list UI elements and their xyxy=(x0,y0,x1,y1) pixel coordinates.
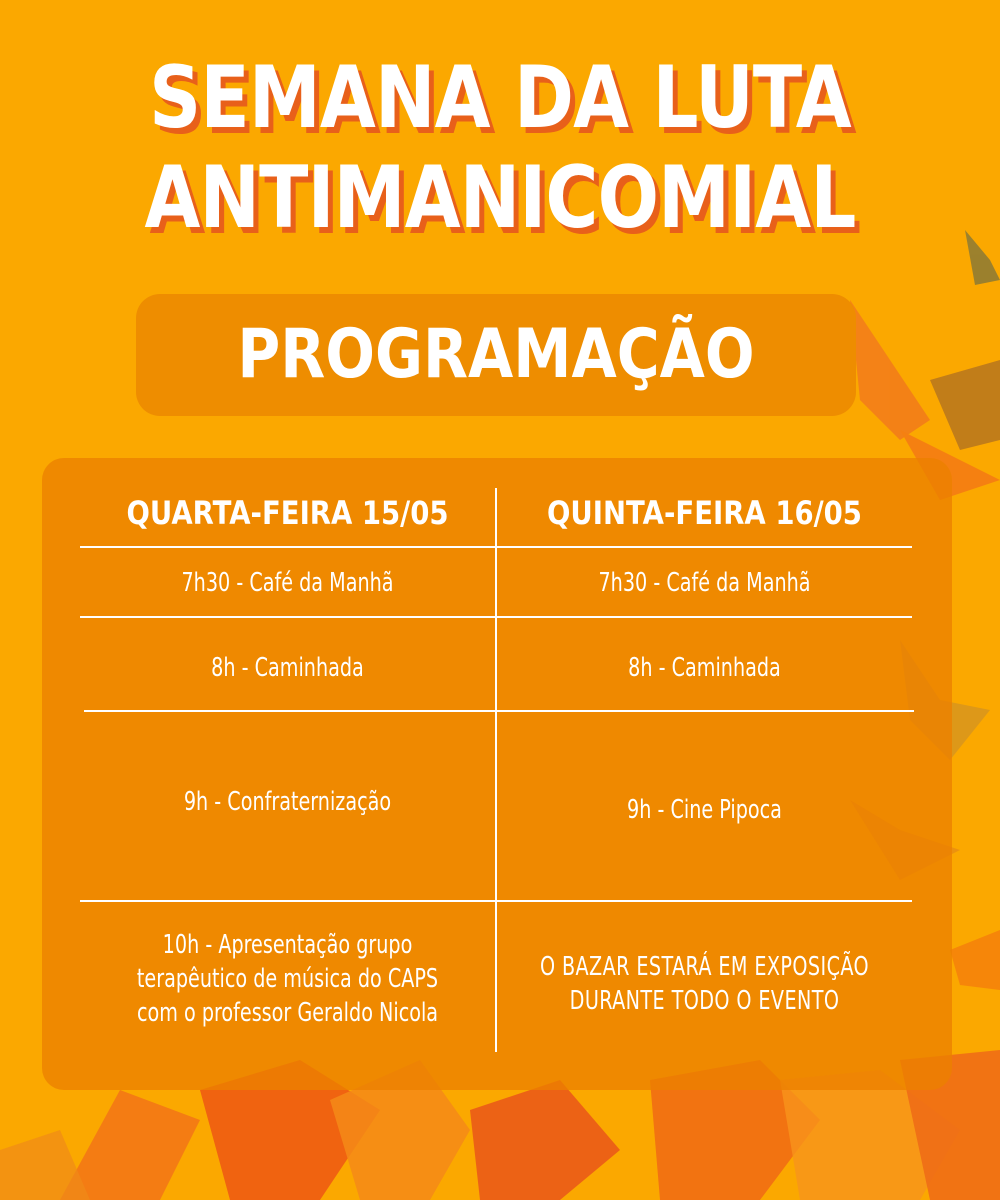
column-header-quinta: QUINTA-FEIRA 16/05 xyxy=(547,494,862,532)
programacao-banner xyxy=(136,294,856,416)
programacao-title: PROGRAMAÇÃO xyxy=(237,315,755,394)
schedule-cell-line: O BAZAR ESTARÁ EM EXPOSIÇÃO xyxy=(539,952,870,982)
schedule-cell: 7h30 - Café da Manhã xyxy=(181,568,394,598)
column-header-quarta: QUARTA-FEIRA 15/05 xyxy=(126,494,449,532)
row-divider xyxy=(84,710,914,712)
schedule-cell-multiline xyxy=(526,950,883,1018)
schedule-cell-line: com o professor Geraldo Nicola xyxy=(136,998,439,1028)
schedule-cell-line: 10h - Apresentação grupo xyxy=(162,930,413,960)
schedule-cell: 7h30 - Café da Manhã xyxy=(598,568,811,598)
schedule-cell-multiline xyxy=(101,928,474,1030)
row-divider xyxy=(80,616,912,618)
schedule-cell: 8h - Caminhada xyxy=(628,653,781,683)
title-line-2: ANTIMANICOMIAL xyxy=(144,148,856,248)
schedule-cell-line: DURANTE TODO O EVENTO xyxy=(569,986,840,1016)
schedule-cell-line: terapêutico de música do CAPS xyxy=(136,964,439,994)
row-divider xyxy=(80,900,912,902)
row-divider xyxy=(80,546,912,548)
schedule-cell: 9h - Cine Pipoca xyxy=(627,795,782,825)
title-line-1: SEMANA DA LUTA xyxy=(149,48,851,148)
column-divider xyxy=(495,488,497,1052)
schedule-cell: 9h - Confraternização xyxy=(183,787,392,817)
schedule-cell: 8h - Caminhada xyxy=(211,653,364,683)
